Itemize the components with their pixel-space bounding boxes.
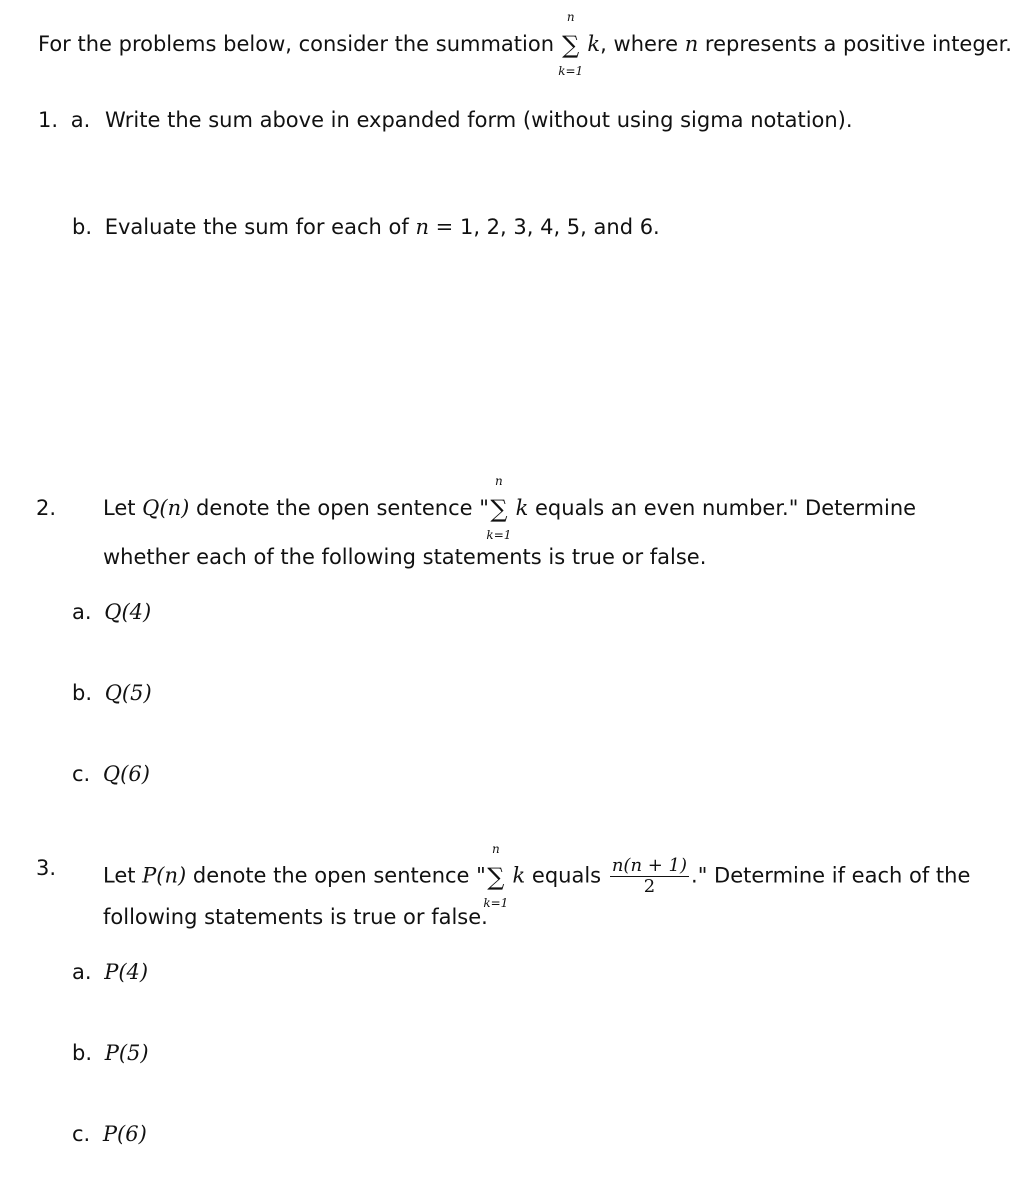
- problem-1b-variable: n: [415, 215, 429, 239]
- problem-3-function: P(n): [142, 863, 187, 888]
- problem-2-line2: whether each of the following statements is true or false.: [103, 545, 707, 569]
- problem-2b: [72, 681, 152, 705]
- fraction-denominator: 2: [643, 876, 656, 897]
- problem-3a: [72, 960, 148, 984]
- intro-where: where: [613, 32, 679, 56]
- problem-3-text: denote the open sentence ": [192, 863, 486, 888]
- summation-symbol: [486, 474, 512, 542]
- problem-2-number: 2.: [36, 496, 57, 520]
- sigma-glyph: ∑: [490, 495, 508, 523]
- summation-upper-limit: n: [495, 474, 503, 488]
- problem-1b: [72, 215, 660, 239]
- part-label: b.: [72, 215, 93, 239]
- problem-3a-expr: P(4): [104, 960, 149, 984]
- part-label: c.: [72, 1122, 91, 1146]
- problem-1b-equals: =: [435, 215, 454, 239]
- part-label: b.: [72, 681, 93, 705]
- sigma-glyph: ∑: [562, 31, 580, 59]
- summation-lower-limit: k=1: [483, 895, 509, 910]
- part-label: b.: [72, 1041, 93, 1065]
- problem-2b-expr: Q(5): [104, 681, 152, 705]
- summation-term: k: [515, 496, 529, 520]
- problem-3-let: Let: [103, 863, 136, 888]
- fraction-numerator: n(n + 1): [611, 855, 688, 876]
- intro-text: For the problems below, consider the summation: [38, 32, 555, 56]
- problem-1b-text: Evaluate the sum for each of: [104, 215, 409, 239]
- problem-3-number: 3.: [36, 856, 57, 880]
- problem-3-line2: following statements is true or false.: [103, 905, 488, 929]
- problem-2-text: denote the open sentence ": [196, 496, 489, 520]
- summation-term: k: [512, 863, 526, 888]
- problem-2-line1: [103, 474, 917, 542]
- problem-3c: [72, 1122, 147, 1146]
- part-label: a.: [70, 108, 91, 132]
- problem-1b-values: 1, 2, 3, 4, 5, and 6.: [459, 215, 660, 239]
- problem-3b: [72, 1041, 149, 1065]
- intro-variable: n: [684, 32, 699, 56]
- problem-3-text-end: ." Determine if each of the: [691, 863, 971, 888]
- sigma-glyph: ∑: [487, 862, 505, 891]
- problem-2c: [72, 762, 150, 786]
- summation-symbol: [483, 841, 509, 910]
- intro-text-end: represents a positive integer.: [704, 32, 1012, 56]
- problem-2a-expr: Q(4): [104, 600, 152, 624]
- problem-2c-expr: Q(6): [102, 762, 150, 786]
- intro-line: [38, 10, 1012, 78]
- part-label: a.: [72, 960, 92, 984]
- summation-lower-limit: k=1: [558, 64, 584, 78]
- summation-term: k: [587, 32, 601, 56]
- fraction: [610, 856, 689, 897]
- intro-comma: ,: [600, 32, 607, 56]
- problem-3-equals: equals: [531, 863, 602, 888]
- part-label: a.: [72, 600, 92, 624]
- problem-2-let: Let: [103, 496, 136, 520]
- problem-2-function: Q(n): [142, 496, 190, 520]
- problem-3b-expr: P(5): [104, 1041, 149, 1065]
- problem-1a: [38, 108, 853, 132]
- part-label: c.: [72, 762, 91, 786]
- problem-1a-text: Write the sum above in expanded form (without using sigma notation).: [104, 108, 853, 132]
- summation-upper-limit: n: [566, 10, 575, 24]
- problem-3-line1: [103, 841, 971, 910]
- summation-lower-limit: k=1: [486, 528, 512, 542]
- summation-upper-limit: n: [491, 841, 500, 856]
- problem-number: 1.: [38, 108, 59, 132]
- summation-symbol: [558, 10, 584, 78]
- problem-2a: [72, 600, 151, 624]
- problem-3c-expr: P(6): [102, 1122, 147, 1146]
- problem-2-text-end: equals an even number." Determine: [535, 496, 917, 520]
